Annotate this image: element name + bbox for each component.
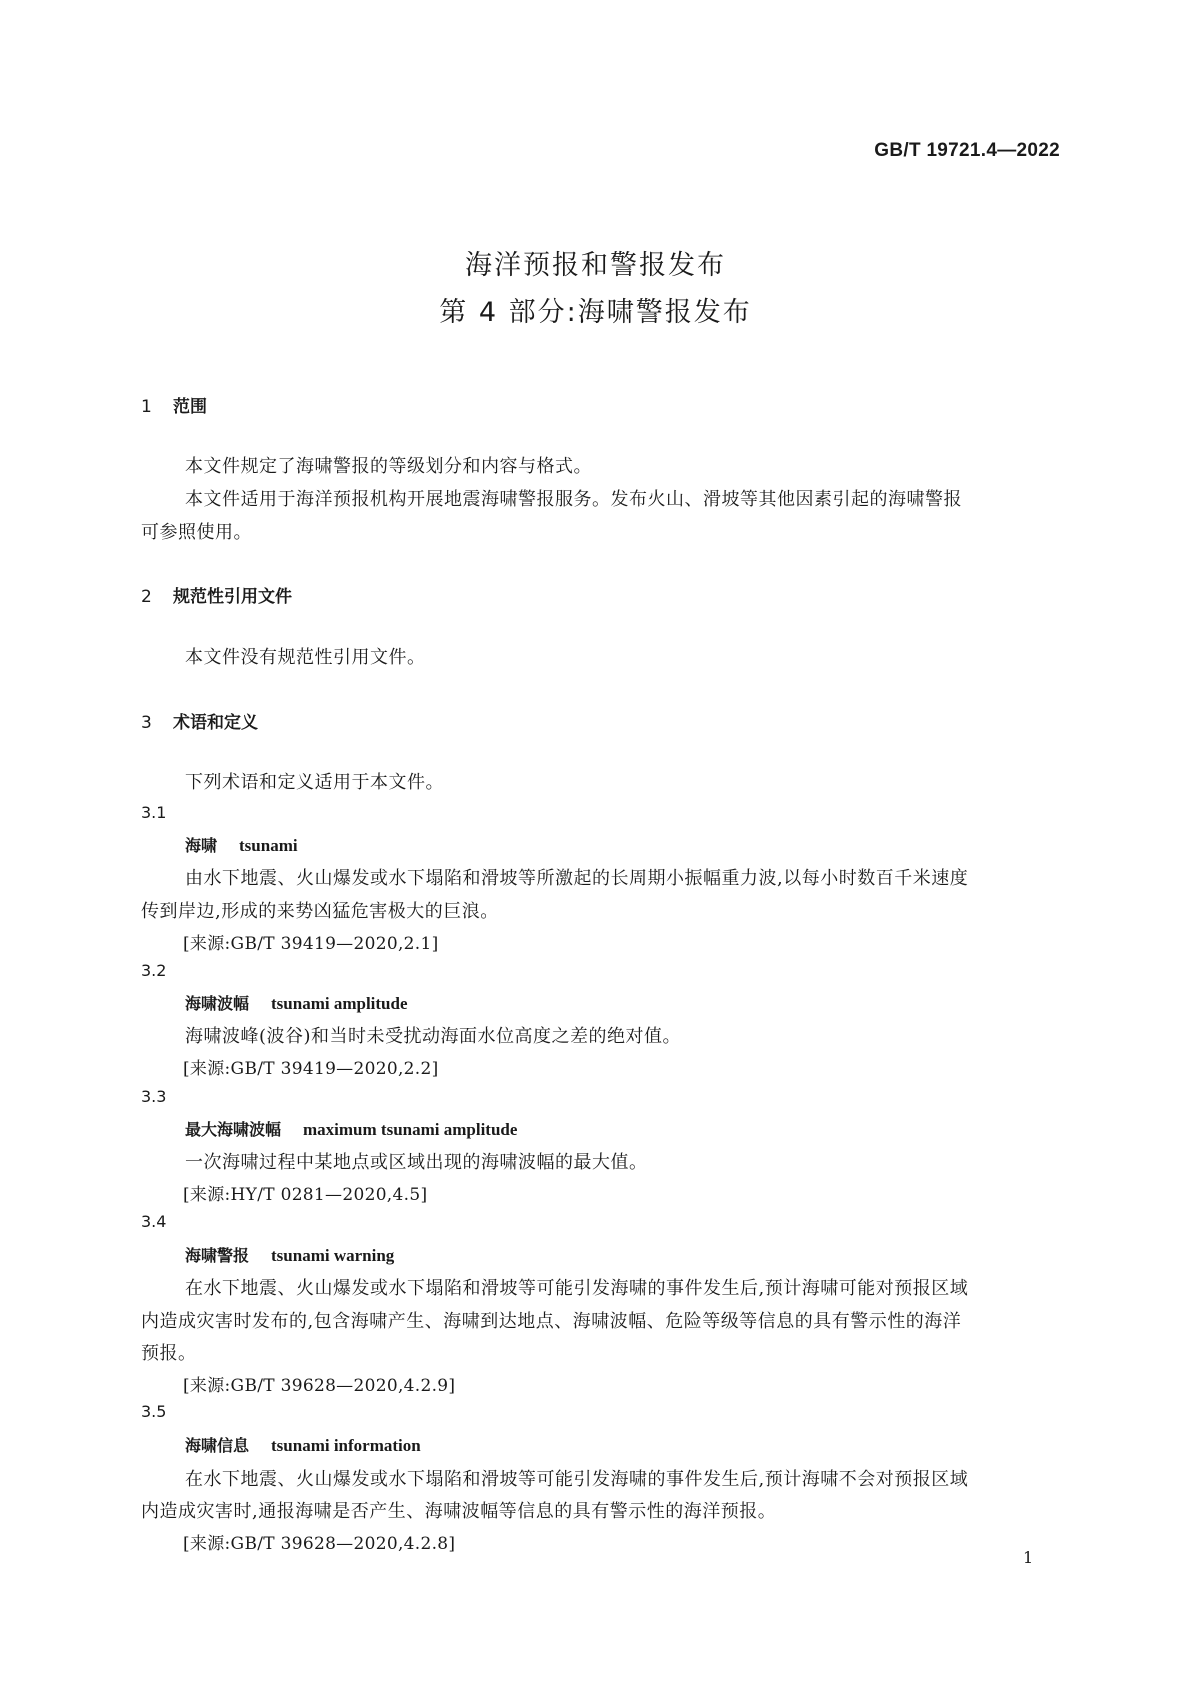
term-source: [来源:GB/T 39628—2020,4.2.9] xyxy=(183,1376,456,1396)
term-name-cn: 海啸波幅 xyxy=(185,994,250,1013)
term-name-cn: 海啸 xyxy=(185,836,218,855)
paragraph: 下列术语和定义适用于本文件。 xyxy=(185,772,444,793)
term-source: [来源:GB/T 39419—2020,2.1] xyxy=(183,934,439,954)
term-source: [来源:GB/T 39628—2020,4.2.8] xyxy=(183,1534,456,1554)
term-definition-continuation: 内造成灾害时发布的,包含海啸产生、海啸到达地点、海啸波幅、危险等级等信息的具有警示性的海洋 xyxy=(141,1311,962,1332)
term-number: 3.4 xyxy=(141,1212,167,1231)
section-heading-terms xyxy=(141,708,258,733)
section-number: 3 xyxy=(141,713,152,733)
section-heading-scope xyxy=(141,392,207,417)
term-source: [来源:HY/T 0281—2020,4.5] xyxy=(183,1185,428,1205)
term-definition-continuation: 预报。 xyxy=(141,1343,197,1364)
term-name-en: tsunami amplitude xyxy=(271,994,408,1013)
paragraph: 本文件适用于海洋预报机构开展地震海啸警报服务。发布火山、滑坡等其他因素引起的海啸警报 xyxy=(185,489,962,510)
term-name xyxy=(185,833,298,856)
section-title: 术语和定义 xyxy=(173,713,258,733)
paragraph: 本文件没有规范性引用文件。 xyxy=(185,647,426,668)
section-number: 1 xyxy=(141,397,152,417)
term-number: 3.3 xyxy=(141,1087,167,1106)
section-title: 范围 xyxy=(173,397,207,417)
document-title-line2: 第 4 部分:海啸警报发布 xyxy=(439,297,752,328)
term-source: [来源:GB/T 39419—2020,2.2] xyxy=(183,1059,439,1079)
section-title: 规范性引用文件 xyxy=(173,587,292,607)
term-number: 3.2 xyxy=(141,961,167,980)
term-name xyxy=(185,1117,517,1140)
term-name-en: tsunami information xyxy=(271,1436,421,1455)
section-number: 2 xyxy=(141,587,152,607)
term-name xyxy=(185,1433,421,1456)
document-title-line1: 海洋预报和警报发布 xyxy=(465,250,726,281)
page-number: 1 xyxy=(1023,1548,1034,1567)
term-name-en: tsunami xyxy=(239,836,298,855)
term-name-en: tsunami warning xyxy=(271,1246,395,1265)
term-name-cn: 海啸警报 xyxy=(185,1246,250,1265)
standard-code: GB/T 19721.4—2022 xyxy=(874,140,1060,161)
term-definition-continuation: 内造成灾害时,通报海啸是否产生、海啸波幅等信息的具有警示性的海洋预报。 xyxy=(141,1501,777,1522)
term-definition: 一次海啸过程中某地点或区域出现的海啸波幅的最大值。 xyxy=(185,1152,648,1173)
term-definition: 在水下地震、火山爆发或水下塌陷和滑坡等可能引发海啸的事件发生后,预计海啸不会对预报区域 xyxy=(185,1469,969,1490)
term-name-cn: 海啸信息 xyxy=(185,1436,250,1455)
term-name xyxy=(185,991,408,1014)
term-definition: 海啸波峰(波谷)和当时未受扰动海面水位高度之差的绝对值。 xyxy=(185,1026,682,1047)
term-name xyxy=(185,1243,394,1266)
paragraph-continuation: 可参照使用。 xyxy=(141,522,252,543)
paragraph: 本文件规定了海啸警报的等级划分和内容与格式。 xyxy=(185,456,592,477)
term-number: 3.1 xyxy=(141,803,167,822)
term-definition: 在水下地震、火山爆发或水下塌陷和滑坡等可能引发海啸的事件发生后,预计海啸可能对预报区域 xyxy=(185,1278,969,1299)
term-number: 3.5 xyxy=(141,1402,167,1421)
section-heading-normative-references xyxy=(141,582,292,607)
term-name-cn: 最大海啸波幅 xyxy=(185,1120,282,1139)
term-name-en: maximum tsunami amplitude xyxy=(303,1120,518,1139)
term-definition-continuation: 传到岸边,形成的来势凶猛危害极大的巨浪。 xyxy=(141,901,499,922)
term-definition: 由水下地震、火山爆发或水下塌陷和滑坡等所激起的长周期小振幅重力波,以每小时数百千米速度 xyxy=(185,868,969,889)
